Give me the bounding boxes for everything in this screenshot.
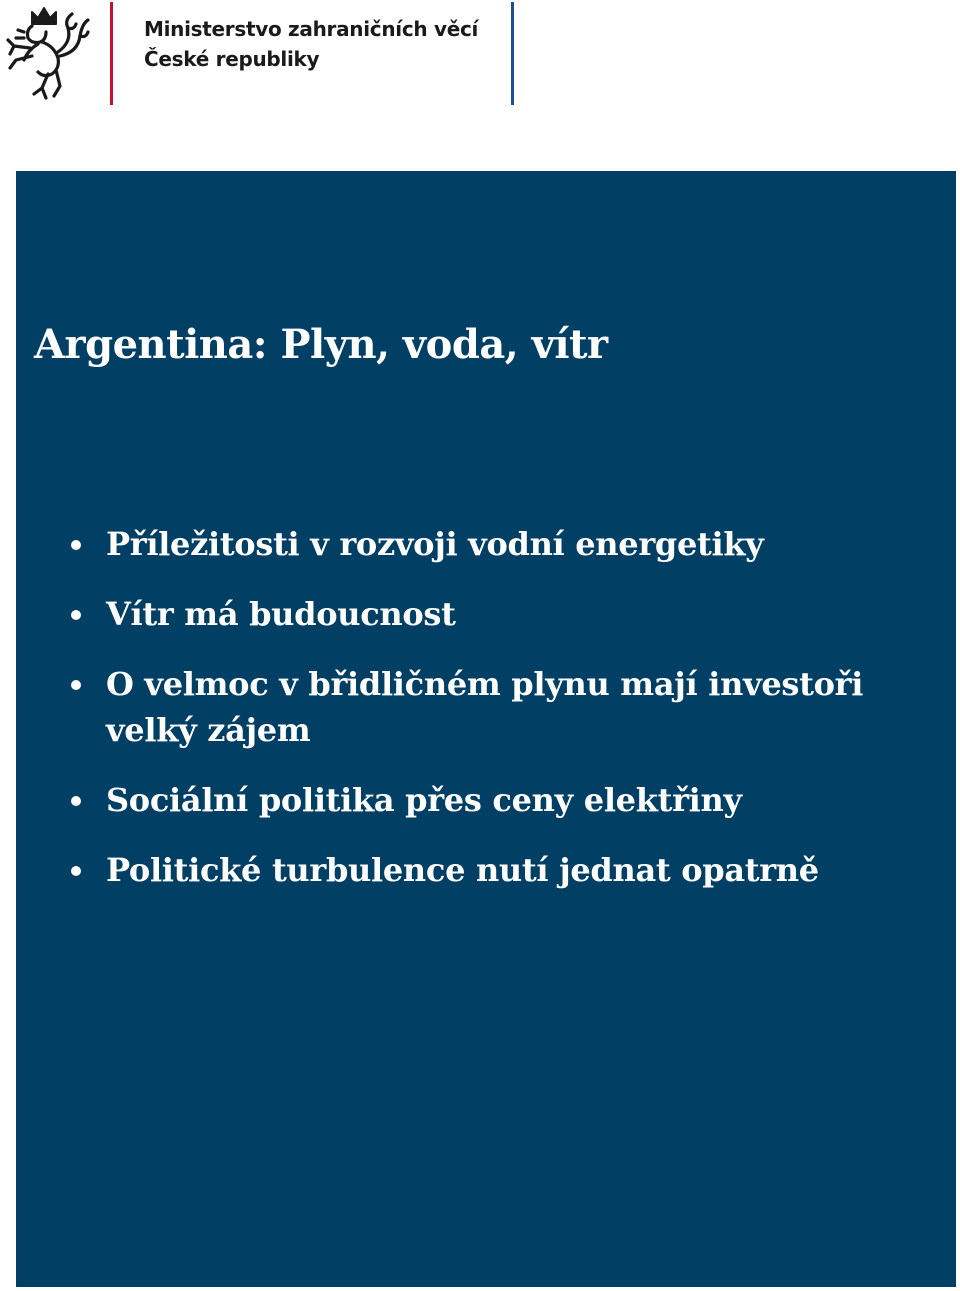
lion-emblem-icon xyxy=(2,2,92,102)
bullet-item xyxy=(71,777,921,823)
bullet-item xyxy=(71,661,921,753)
ministry-name-line2: České republiky xyxy=(144,47,320,71)
bullet-item xyxy=(71,591,921,637)
bullet-item xyxy=(71,847,921,893)
bullet-text: Politické turbulence nutí jednat opatrně xyxy=(106,851,819,889)
bullet-dot-icon xyxy=(71,680,81,690)
bullet-item xyxy=(71,521,921,567)
bullet-dot-icon xyxy=(71,610,81,620)
bullet-text: Sociální politika přes ceny elektřiny xyxy=(106,781,742,819)
header-divider-red xyxy=(110,2,113,105)
header-divider-blue xyxy=(511,2,514,105)
bullet-list xyxy=(71,521,921,917)
bullet-text: O velmoc v břidličném plynu mají investoři velký zájem xyxy=(106,665,864,749)
bullet-text: Příležitosti v rozvoji vodní energetiky xyxy=(106,525,764,563)
ministry-header xyxy=(0,0,960,170)
bullet-dot-icon xyxy=(71,796,81,806)
ministry-name-line1: Ministerstvo zahraničních věcí xyxy=(144,17,479,41)
bullet-dot-icon xyxy=(71,540,81,550)
slide-title: Argentina: Plyn, voda, vítr xyxy=(34,321,608,368)
ministry-name xyxy=(144,14,478,74)
bullet-text: Vítr má budoucnost xyxy=(106,595,456,633)
slide-panel xyxy=(16,171,956,1287)
bullet-dot-icon xyxy=(71,866,81,876)
